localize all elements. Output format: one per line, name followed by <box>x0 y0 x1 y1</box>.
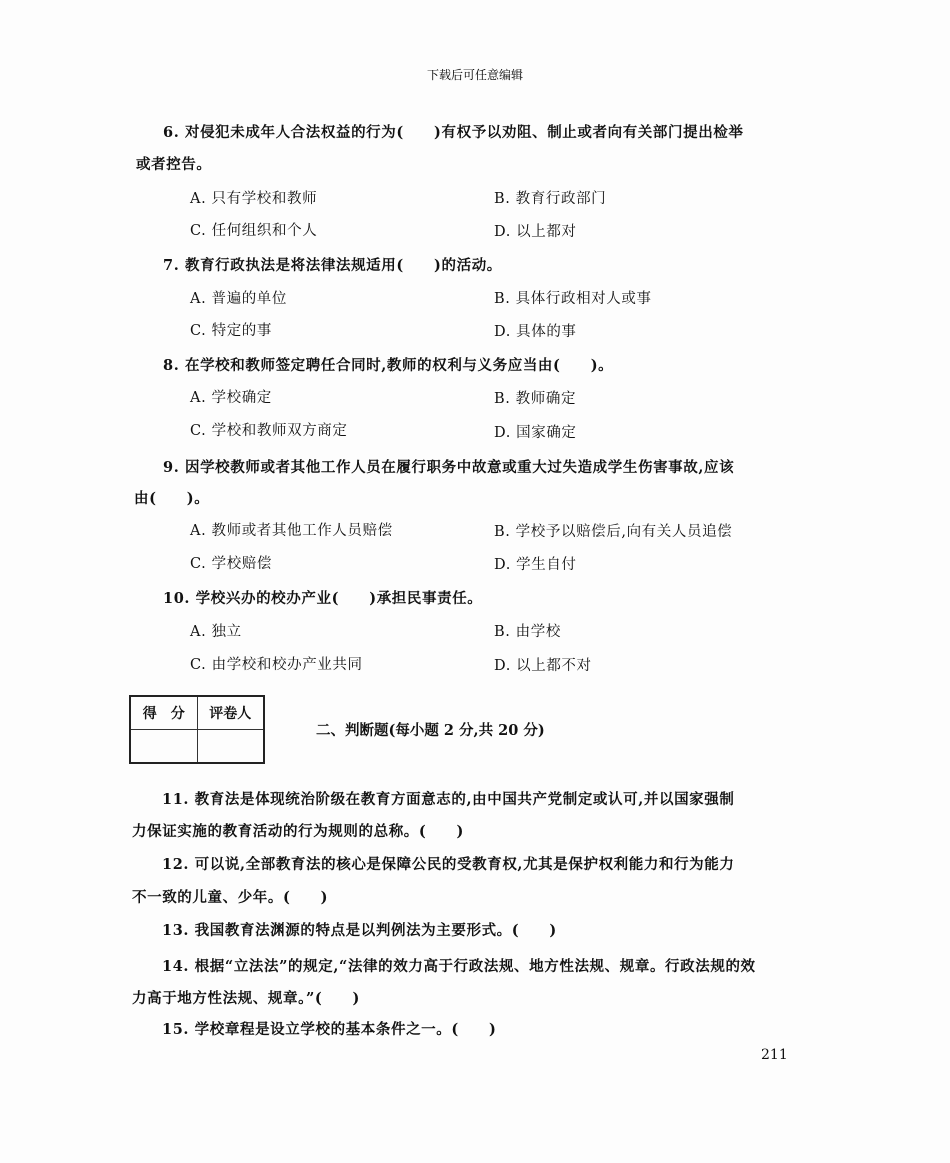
question-6-stem-line-2: 或者控告。 <box>136 156 212 173</box>
question-8-option-b: B. 教师确定 <box>494 391 577 407</box>
score-table <box>129 695 265 764</box>
question-8-option-a: A. 学校确定 <box>190 390 272 406</box>
judgement-13: 13. 我国教育法渊源的特点是以判例法为主要形式。( ) <box>162 922 557 939</box>
question-9-stem-line-1: 9. 因学校教师或者其他工作人员在履行职务中故意或重大过失造成学生伤害事故,应该 <box>163 459 735 476</box>
score-label: 得 分 <box>130 696 197 730</box>
question-7-option-b: B. 具体行政相对人或事 <box>494 291 652 307</box>
judgement-14-line-1: 14. 根据“立法法”的规定,“法律的效力高于行政法规、地方性法规、规章。行政法规的效 <box>162 958 756 975</box>
judgement-15: 15. 学校章程是设立学校的基本条件之一。( ) <box>162 1021 497 1038</box>
judgement-14-line-2: 力高于地方性法规、规章。”( ) <box>132 990 361 1007</box>
judgement-11-line-1: 11. 教育法是体现统治阶级在教育方面意志的,由中国共产党制定或认可,并以国家强制 <box>162 791 735 808</box>
question-9-option-b: B. 学校予以赔偿后,向有关人员追偿 <box>494 524 733 540</box>
judgement-12-line-1: 12. 可以说,全部教育法的核心是保障公民的受教育权,尤其是保护权利能力和行为能力 <box>162 856 735 873</box>
question-10-option-d: D. 以上都不对 <box>494 658 592 674</box>
question-9-option-c: C. 学校赔偿 <box>190 556 272 572</box>
question-9-option-d: D. 学生自付 <box>494 557 577 573</box>
judgement-11-line-2: 力保证实施的教育活动的行为规则的总称。( ) <box>132 823 465 840</box>
question-7-stem: 7. 教育行政执法是将法律法规适用( )的活动。 <box>163 257 502 274</box>
question-6-option-c: C. 任何组织和个人 <box>190 223 318 239</box>
section-title: 二、判断题(每小题 2 分,共 20 分) <box>316 722 545 739</box>
question-7-option-d: D. 具体的事 <box>494 324 577 340</box>
question-8-option-d: D. 国家确定 <box>494 425 577 441</box>
question-6-stem-line-1: 6. 对侵犯未成年人合法权益的行为( )有权予以劝阻、制止或者向有关部门提出检举 <box>163 124 744 141</box>
question-6-option-d: D. 以上都对 <box>494 224 577 240</box>
question-7-option-c: C. 特定的事 <box>190 323 272 339</box>
grader-cell <box>197 730 264 764</box>
question-7-option-a: A. 普遍的单位 <box>190 291 287 307</box>
grader-label: 评卷人 <box>197 696 264 730</box>
question-9-option-a: A. 教师或者其他工作人员赔偿 <box>190 523 393 539</box>
page-number: 211 <box>761 1047 788 1063</box>
question-8-option-c: C. 学校和教师双方商定 <box>190 423 348 439</box>
judgement-12-line-2: 不一致的儿童、少年。( ) <box>132 889 329 906</box>
question-10-option-a: A. 独立 <box>190 624 242 640</box>
score-cell <box>130 730 197 764</box>
question-10-option-b: B. 由学校 <box>494 624 561 640</box>
question-6-option-b: B. 教育行政部门 <box>494 191 607 207</box>
question-6-option-a: A. 只有学校和教师 <box>190 191 318 207</box>
page-header: 下载后可任意编辑 <box>426 68 523 82</box>
question-10-option-c: C. 由学校和校办产业共同 <box>190 657 363 673</box>
question-10-stem: 10. 学校兴办的校办产业( )承担民事责任。 <box>163 590 483 607</box>
question-8-stem: 8. 在学校和教师签定聘任合同时,教师的权利与义务应当由( )。 <box>163 357 614 374</box>
question-9-stem-line-2: 由( )。 <box>134 490 210 507</box>
